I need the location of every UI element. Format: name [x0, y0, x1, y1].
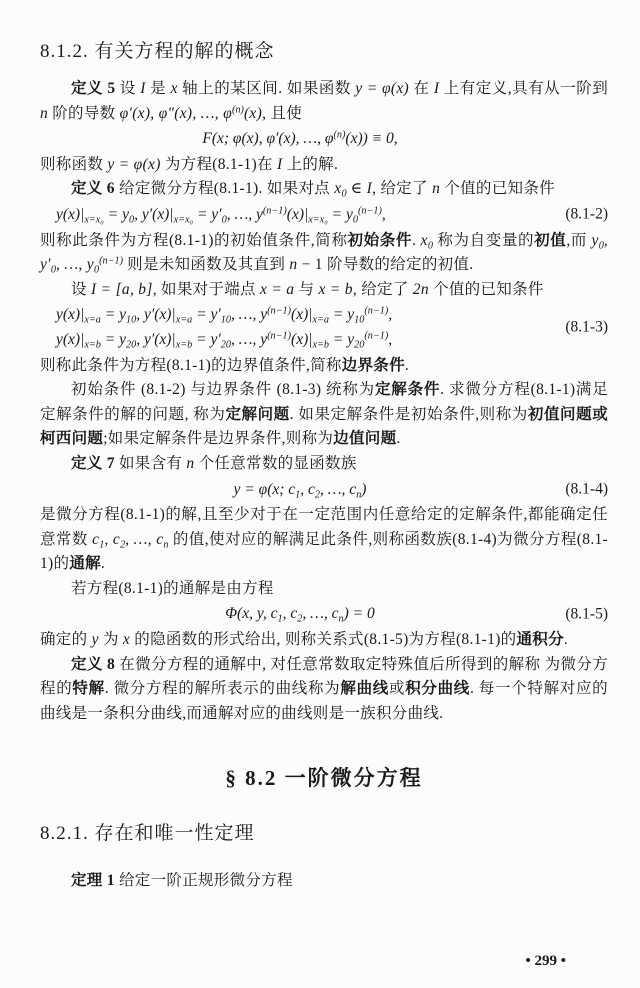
- text-run: 上的解.: [282, 155, 339, 173]
- text-run: 初始条件: [347, 231, 412, 249]
- chapter-heading: § 8.2 一阶微分方程: [225, 766, 423, 791]
- text-run: = y′: [192, 330, 221, 348]
- text-run: 2: [314, 489, 321, 501]
- text-run: (n−1): [262, 205, 287, 217]
- text-run: 为方程(8.1-1)在: [160, 155, 277, 173]
- text-run: x=b: [312, 339, 330, 351]
- text-run: .: [100, 555, 106, 573]
- formula: [40, 202, 608, 229]
- page-body: [40, 36, 608, 894]
- text-run: = y: [329, 306, 355, 324]
- paragraph: [40, 177, 608, 202]
- text-run: x: [334, 180, 342, 198]
- formula-line: [56, 328, 538, 353]
- text-run: 的隐函数的形式给出, 则称关系式(8.1-5)为方程(8.1-1)的: [130, 631, 517, 649]
- text-run: (n−1): [267, 330, 292, 342]
- text-run: ,: [388, 330, 393, 348]
- text-run: 特解: [72, 680, 105, 698]
- text-run: (n−1): [99, 255, 123, 267]
- equation-number: (8.1-2): [565, 205, 608, 223]
- text-run: , c: [300, 480, 315, 498]
- text-run: , …, c: [302, 605, 339, 623]
- text-run: 设: [115, 80, 141, 97]
- text-run: 积分曲线: [405, 680, 471, 698]
- formula-line: [40, 602, 560, 627]
- text-run: 定义 5: [71, 80, 116, 97]
- text-run: 则是未知函数及其直到: [122, 256, 290, 274]
- equation-number: (8.1-4): [565, 480, 608, 498]
- paragraph: [40, 452, 608, 477]
- subsection-heading: 8.1.2. 有关方程的解的概念: [40, 41, 275, 62]
- paragraph: [40, 229, 608, 278]
- text-run: 个任意常数的显函数族: [194, 454, 357, 472]
- text-run: ,: [381, 205, 386, 223]
- text-run: 轴上的某区间. 如果函数: [177, 80, 356, 97]
- text-run: 2n: [412, 280, 429, 298]
- text-run: x=a: [175, 314, 193, 326]
- text-run: 通解: [69, 555, 101, 573]
- text-run: ): [361, 480, 367, 498]
- text-run: x: [420, 231, 428, 249]
- text-run: y: [91, 631, 99, 649]
- text-run: 则称函数: [40, 155, 108, 173]
- text-run: 的值,使对应的解满足此条件,则称函数族(8.1-4)为微分方程(8.1-1)的: [40, 530, 609, 573]
- formula: [40, 477, 608, 504]
- text-run: 2: [297, 614, 303, 626]
- text-run: 通积分: [516, 631, 564, 649]
- text-run: 初值: [534, 231, 567, 249]
- text-run: (n): [232, 103, 244, 115]
- text-run: 在: [409, 80, 434, 97]
- text-run: (n−1): [364, 330, 389, 342]
- text-run: ,而: [566, 231, 592, 249]
- text-run: = y: [100, 330, 126, 348]
- text-run: x = b: [318, 280, 353, 298]
- text-run: 初值问题或柯西问题: [40, 405, 608, 448]
- text-run: x=b: [175, 339, 193, 351]
- text-run: x: [170, 80, 178, 97]
- text-run: I: [433, 80, 440, 97]
- text-run: c: [92, 530, 100, 548]
- page-number: • 299 •: [525, 953, 566, 969]
- text-run: 与: [294, 280, 319, 298]
- text-run: 1: [277, 614, 283, 626]
- text-run: (x)) ≡ 0,: [345, 130, 398, 148]
- text-run: x = a: [260, 280, 295, 298]
- text-run: 在微分方程的通解中, 对任意常数取定特殊值后所得到的解称 为微分方程的: [40, 655, 609, 698]
- text-run: . 求微分方程(8.1-1)满足定解条件的解的问题, 称为: [40, 381, 608, 423]
- text-run: 0: [93, 264, 100, 276]
- text-run: 1: [295, 489, 301, 501]
- text-run: , 如果对于端点: [152, 280, 261, 298]
- text-run: 0: [221, 214, 227, 226]
- text-run: F(x; φ(x), φ′(x), …, φ: [202, 130, 334, 148]
- text-run: 确定的: [40, 631, 92, 649]
- text-run: 定理 1: [71, 872, 115, 890]
- text-run: y(x)|: [56, 306, 85, 324]
- text-run: (n−1): [357, 205, 382, 217]
- text-run: x=x₀: [173, 214, 194, 226]
- text-run: (x): [243, 104, 263, 122]
- paragraph: [40, 278, 608, 303]
- text-run: x=a: [312, 314, 330, 326]
- text-run: 0: [50, 264, 56, 276]
- subsection-heading: 8.2.1. 存在和唯一性定理: [40, 823, 255, 845]
- text-run: I: [90, 280, 97, 298]
- text-run: 设: [71, 280, 91, 298]
- text-run: I: [276, 155, 283, 173]
- text-run: 1: [99, 539, 105, 551]
- text-run: 20: [220, 339, 231, 351]
- text-run: 称为自变量的: [432, 231, 535, 249]
- text-run: , y′: [40, 231, 609, 274]
- text-run: 上有定义,具有从一阶到: [439, 80, 609, 97]
- text-run: .: [563, 631, 569, 649]
- text-run: 给定微分方程(8.1-1). 如果对点: [114, 180, 335, 198]
- text-run: y = φ(x; c: [233, 480, 296, 498]
- text-run: − 1 阶导数的给定的初值.: [297, 256, 474, 274]
- text-run: y: [591, 231, 599, 249]
- text-run: Φ(x, y, c: [225, 605, 278, 623]
- paragraph: [40, 577, 608, 602]
- text-run: .: [396, 430, 401, 448]
- text-run: n: [338, 614, 344, 626]
- text-run: , c: [104, 530, 121, 548]
- text-run: (n): [333, 129, 346, 141]
- text-run: x=x₀: [308, 214, 328, 226]
- text-run: 是微分方程(8.1-1)的解,且至少对于在一定范围内任意给定的定解条件,都能确定任意常数: [40, 506, 608, 548]
- text-run: . 每一个特解对应的曲线是一条积分曲线,而通解对应的曲线则是一族积分曲线.: [40, 680, 608, 722]
- text-run: 定义 8: [71, 655, 116, 673]
- text-run: 边值问题: [333, 430, 397, 448]
- text-run: 0: [427, 240, 433, 252]
- text-run: y(x)|: [56, 330, 85, 348]
- text-run: 定解问题: [225, 405, 290, 423]
- formula: [40, 601, 608, 628]
- text-run: = y: [103, 205, 129, 223]
- formula: [40, 126, 608, 153]
- text-run: = y: [329, 330, 355, 348]
- paragraph: [40, 503, 608, 577]
- text-run: . 微分方程的解所表示的曲线称为: [104, 680, 341, 698]
- text-run: 初始条件 (8.1-2) 与边界条件 (8.1-3) 统称为: [71, 381, 375, 399]
- text-run: , …, c: [125, 530, 164, 548]
- text-run: (x)|: [291, 306, 313, 324]
- text-run: n: [40, 104, 49, 122]
- paragraph: [40, 628, 608, 653]
- text-run: I: [140, 80, 146, 97]
- text-run: , y′(x)|: [136, 330, 176, 348]
- text-run: 0: [128, 214, 135, 226]
- text-run: 个值的已知条件: [428, 280, 544, 298]
- text-run: n: [163, 539, 169, 551]
- text-run: , y′(x)|: [136, 306, 176, 324]
- text-run: = y: [327, 205, 353, 223]
- text-run: 10: [220, 314, 231, 326]
- paragraph: [40, 354, 608, 379]
- paragraph: [40, 153, 608, 178]
- text-run: , y′(x)|: [134, 205, 174, 223]
- equation-number: (8.1-3): [565, 318, 608, 336]
- text-run: 则称此条件为方程(8.1-1)的初始值条件,简称: [40, 231, 348, 249]
- text-run: 则称此条件为方程(8.1-1)的边界值条件,简称: [40, 356, 342, 374]
- text-run: . 如果定解条件是初始条件,则称为: [289, 405, 528, 423]
- formula-line: [40, 127, 560, 152]
- paragraph: [40, 869, 608, 894]
- text-run: 如果含有: [114, 454, 187, 472]
- text-run: x=a: [84, 314, 101, 326]
- formula: [40, 302, 608, 353]
- formula-body: [40, 303, 608, 352]
- text-run: , 给定了: [372, 180, 433, 198]
- text-run: , 给定了: [352, 280, 413, 298]
- text-run: 个值的已知条件: [440, 180, 555, 198]
- text-run: ) = 0: [343, 605, 375, 623]
- text-run: 20: [354, 339, 365, 351]
- formula-body: [40, 602, 608, 627]
- text-run: , …, y: [226, 205, 263, 223]
- text-run: , c: [282, 605, 298, 623]
- text-run: = y′: [193, 205, 222, 223]
- text-run: 0: [341, 188, 347, 200]
- text-run: x=x₀: [84, 214, 104, 226]
- text-run: 10: [125, 314, 137, 326]
- formula-body: [40, 203, 608, 228]
- equation-number: (8.1-5): [565, 605, 608, 623]
- text-run: 边界条件: [341, 356, 405, 374]
- text-run: .: [411, 231, 421, 249]
- text-run: n: [289, 256, 298, 274]
- text-run: 定义 6: [71, 180, 115, 198]
- text-run: 20: [125, 339, 137, 351]
- paragraph: [40, 653, 608, 727]
- text-run: , …, y: [230, 306, 268, 324]
- paragraph: [40, 378, 608, 452]
- text-run: φ′(x), φ″(x), …, φ: [119, 104, 233, 122]
- text-run: x: [122, 631, 131, 649]
- text-run: (x)|: [286, 205, 309, 223]
- text-run: (n−1): [364, 305, 389, 317]
- text-run: = y: [100, 306, 126, 324]
- text-run: 定义 7: [71, 454, 115, 472]
- text-run: 是: [145, 80, 171, 97]
- text-run: (x)|: [291, 330, 313, 348]
- text-run: n: [186, 454, 195, 472]
- text-run: x=b: [84, 339, 101, 351]
- text-run: 为: [98, 631, 123, 649]
- text-run: 解曲线: [340, 680, 389, 698]
- formula-line: [56, 203, 538, 228]
- paragraph: [40, 77, 608, 126]
- text-run: y = φ(x): [355, 80, 409, 97]
- text-run: 0: [598, 240, 604, 252]
- text-run: 或: [389, 680, 406, 698]
- text-run: , 且使: [262, 104, 303, 122]
- text-run: ∈: [346, 180, 367, 198]
- text-run: ,: [388, 306, 393, 324]
- formula-line: [56, 303, 538, 328]
- text-run: , …, y: [230, 330, 268, 348]
- text-run: 若方程(8.1-1)的通解是由方程: [71, 579, 274, 597]
- text-run: y = φ(x): [107, 155, 161, 173]
- text-run: ;如果定解条件是边界条件,则称为: [103, 430, 334, 448]
- text-run: 给定一阶正规形微分方程: [114, 872, 293, 890]
- text-run: , …, c: [320, 480, 357, 498]
- text-run: , …, y: [55, 256, 94, 274]
- formula-body: [40, 127, 608, 152]
- formula-body: [40, 478, 608, 503]
- text-run: = y′: [192, 306, 221, 324]
- text-run: I: [366, 180, 373, 198]
- text-run: 10: [354, 314, 365, 326]
- text-run: = [a, b]: [96, 280, 153, 298]
- text-run: (n−1): [267, 305, 292, 317]
- text-run: 2: [120, 539, 126, 551]
- text-run: n: [356, 489, 362, 501]
- text-run: n: [432, 180, 441, 198]
- text-run: 0: [352, 214, 358, 226]
- text-run: y(x)|: [56, 205, 85, 223]
- formula-line: [40, 478, 560, 503]
- text-run: 阶的导数: [48, 104, 120, 122]
- text-run: 定解条件: [374, 381, 441, 399]
- text-run: .: [404, 356, 410, 374]
